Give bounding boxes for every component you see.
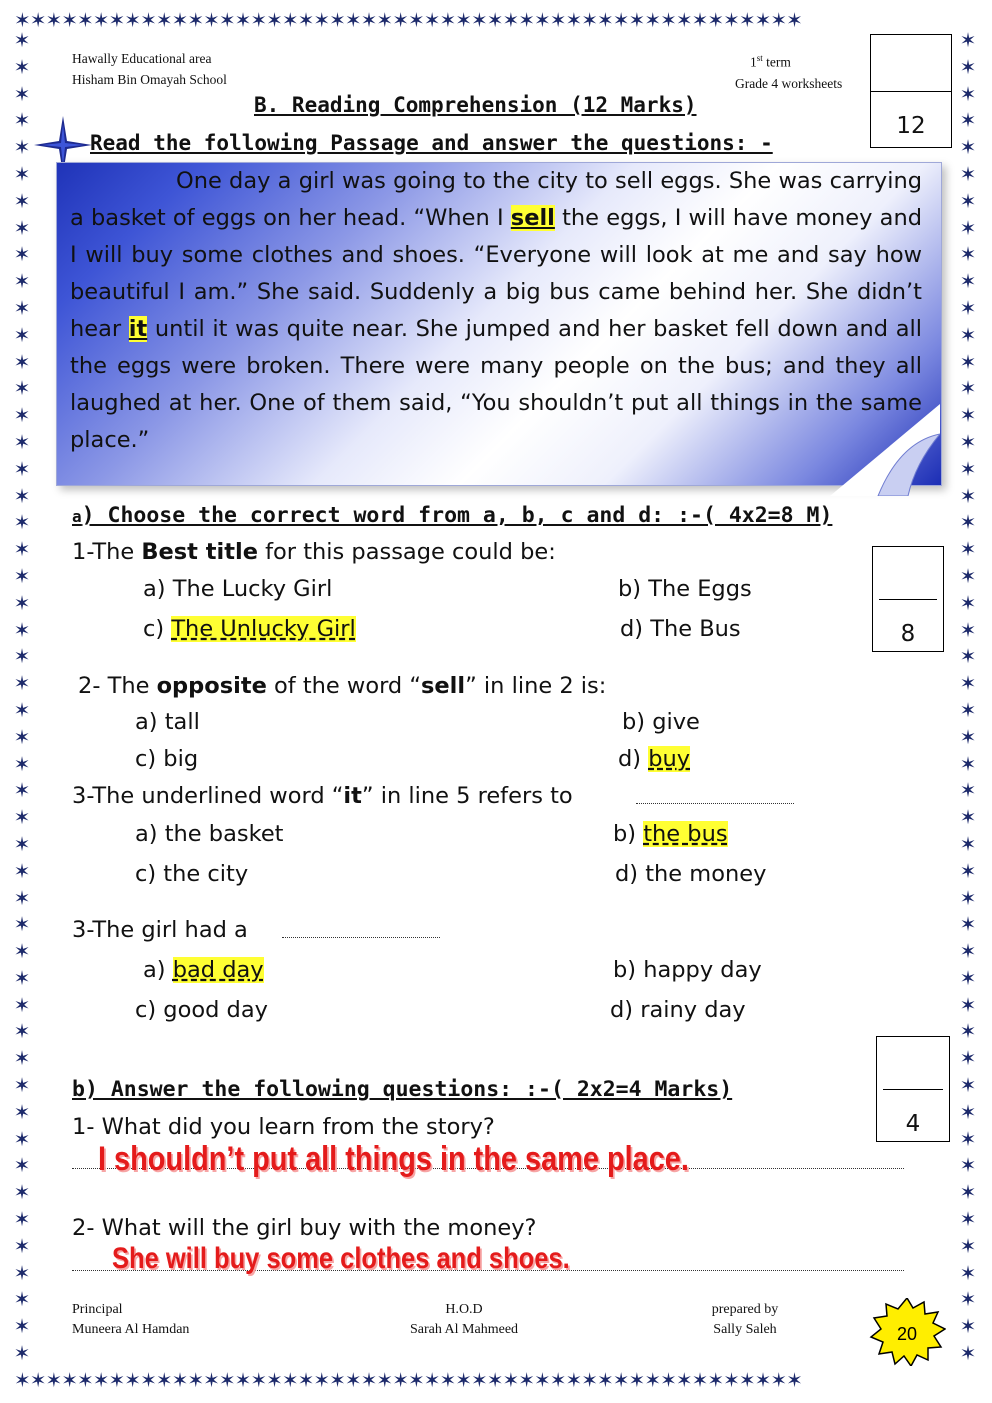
total-score: 12 — [896, 113, 926, 139]
border-ornament: ✶ — [13, 965, 31, 990]
part-a-title: a) Choose the correct word from a, b, c and d: :-( 4x2=8 M) — [72, 503, 833, 528]
border-ornament: ✶ — [959, 1207, 977, 1232]
q1-option-a: a) The Lucky Girl — [143, 576, 333, 602]
border-ornament: ✶ — [13, 30, 31, 52]
page-border-top: ✶✶✶✶✶✶✶✶✶✶✶✶✶✶✶✶✶✶✶✶✶✶✶✶✶✶✶✶✶✶✶✶✶✶✶✶✶✶✶✶✶✶✶✶✶✶✶✶✶✶ — [14, 10, 802, 32]
border-ornament: ✶ — [959, 54, 977, 79]
border-ornament: ✶ — [959, 563, 977, 588]
q3-option-b: b) the bus — [613, 821, 728, 847]
border-ornament: ✶ — [13, 1260, 31, 1285]
border-ornament: ✶ — [959, 215, 977, 240]
border-ornament: ✶ — [13, 161, 31, 186]
school-name: Hisham Bin Omayah School — [72, 72, 227, 87]
q1-option-b: b) The Eggs — [618, 576, 752, 602]
border-ornament: ✶ — [959, 590, 977, 615]
border-ornament: ✶ — [959, 456, 977, 481]
border-ornament: ✶ — [959, 912, 977, 937]
q2-option-a: a) tall — [135, 709, 200, 735]
border-ornament: ✶ — [13, 269, 31, 294]
term-label: 1st term — [750, 53, 791, 70]
question-1: 1-The Best title for this passage could be: — [72, 539, 556, 565]
border-ornament: ✶ — [959, 1260, 977, 1285]
border-ornament: ✶ — [13, 1341, 31, 1366]
border-ornament: ✶ — [13, 939, 31, 964]
page-number: 20 — [896, 1324, 918, 1344]
border-ornament: ✶ — [959, 831, 977, 856]
border-ornament: ✶ — [959, 81, 977, 106]
border-ornament: ✶ — [13, 858, 31, 883]
border-ornament: ✶ — [959, 322, 977, 347]
q3-option-a: a) the basket — [135, 821, 284, 847]
border-ornament: ✶ — [959, 349, 977, 374]
border-ornament: ✶ — [959, 1287, 977, 1312]
border-ornament: ✶ — [13, 912, 31, 937]
grade-label: Grade 4 worksheets — [735, 75, 843, 91]
border-ornament: ✶ — [13, 295, 31, 320]
q4-option-c: c) good day — [135, 997, 268, 1023]
border-ornament: ✶ — [13, 590, 31, 615]
border-ornament: ✶ — [959, 1341, 977, 1366]
border-ornament: ✶ — [959, 939, 977, 964]
header-right — [735, 48, 842, 94]
question-b1: 1- What did you learn from the story? — [72, 1114, 495, 1140]
border-ornament: ✶ — [959, 429, 977, 454]
border-ornament: ✶ — [959, 778, 977, 803]
border-ornament: ✶ — [959, 617, 977, 642]
q3-answer-highlight: the bus — [643, 821, 728, 847]
question-b2: 2- What will the girl buy with the money? — [72, 1215, 537, 1241]
border-ornament: ✶ — [959, 242, 977, 267]
border-ornament: ✶ — [13, 617, 31, 642]
part-b-title: b) Answer the following questions: :-( 2x2=4 Marks) — [72, 1077, 733, 1102]
border-ornament: ✶ — [959, 644, 977, 669]
border-ornament: ✶ — [959, 510, 977, 535]
border-ornament: ✶ — [959, 697, 977, 722]
border-ornament: ✶ — [13, 1126, 31, 1151]
border-ornament: ✶ — [959, 403, 977, 428]
border-ornament: ✶ — [959, 1073, 977, 1098]
border-ornament: ✶ — [13, 885, 31, 910]
border-ornament: ✶ — [959, 1180, 977, 1205]
passage-text: One day a girl was going to the city to sell eggs. She was carrying a basket of eggs on her head. “When I sell the eggs, I will have money and I will buy some clothes and shoes. “Everyone will look at me and say how beautiful I am.” She said. Suddenly a big bus came behind her. She didn’t hear it until it was quite near. She jumped and her basket fell down and all the eggs were broken. There were many people on the bus; and they all laughed at her. One of them said, “You shouldn’t put all things in the same place.” — [70, 168, 922, 453]
border-ornament: ✶ — [13, 456, 31, 481]
part-a-score: 8 — [900, 621, 916, 647]
border-ornament: ✶ — [13, 831, 31, 856]
border-ornament: ✶ — [959, 751, 977, 776]
question-4: 3-The girl had a — [72, 917, 248, 943]
border-ornament: ✶ — [13, 108, 31, 133]
border-ornament: ✶ — [13, 1287, 31, 1312]
q1-option-c: c) The Unlucky Girl — [143, 616, 356, 642]
part-b-score: 4 — [905, 1111, 921, 1137]
q2-option-b: b) give — [622, 709, 700, 735]
header-left — [72, 48, 227, 90]
border-ornament: ✶ — [13, 403, 31, 428]
border-ornament: ✶ — [959, 1019, 977, 1044]
border-ornament: ✶ — [959, 188, 977, 213]
instruction: Read the following Passage and answer the questions: - — [90, 131, 773, 155]
footer-hod: H.O.D Sarah Al Mahmeed — [409, 1302, 519, 1337]
border-ornament: ✶ — [13, 54, 31, 79]
border-ornament: ✶ — [959, 537, 977, 562]
border-ornament: ✶ — [13, 215, 31, 240]
border-ornament: ✶ — [959, 671, 977, 696]
page-number-badge — [868, 1298, 946, 1366]
border-ornament: ✶ — [13, 805, 31, 830]
border-ornament: ✶ — [959, 295, 977, 320]
border-ornament: ✶ — [13, 537, 31, 562]
q2-option-d: d) buy — [618, 746, 691, 772]
question-3: 3-The underlined word “it” in line 5 refers to — [72, 783, 573, 809]
q2-option-c: c) big — [135, 746, 199, 772]
part-b-score-box — [876, 1036, 950, 1142]
border-ornament: ✶ — [959, 483, 977, 508]
border-ornament: ✶ — [13, 1046, 31, 1071]
part-a-score-box — [872, 546, 944, 652]
total-score-box — [870, 34, 952, 148]
border-ornament: ✶ — [13, 992, 31, 1017]
q2-answer-highlight: buy — [648, 746, 691, 772]
highlighted-word-it: it — [128, 316, 148, 342]
border-ornament: ✶ — [13, 1314, 31, 1339]
border-ornament: ✶ — [13, 1073, 31, 1098]
border-ornament: ✶ — [959, 376, 977, 401]
answer-b1-handwritten: I shouldn’t put all things in the same place. — [98, 1140, 689, 1178]
border-ornament: ✶ — [959, 992, 977, 1017]
border-ornament: ✶ — [959, 965, 977, 990]
q3-option-c: c) the city — [135, 861, 249, 887]
border-ornament: ✶ — [959, 135, 977, 160]
q4-answer-highlight: bad day — [172, 957, 264, 983]
border-ornament: ✶ — [13, 322, 31, 347]
border-ornament: ✶ — [959, 724, 977, 749]
border-ornament: ✶ — [13, 697, 31, 722]
q3-blank — [636, 803, 794, 804]
border-ornament: ✶ — [959, 269, 977, 294]
q4-option-a: a) bad day — [143, 957, 264, 983]
border-ornament: ✶ — [959, 1153, 977, 1178]
border-ornament: ✶ — [959, 108, 977, 133]
q1-option-d: d) The Bus — [620, 616, 741, 642]
border-ornament: ✶ — [959, 1099, 977, 1124]
question-2: 2- The opposite of the word “sell” in line 2 is: — [78, 673, 607, 699]
border-ornament: ✶ — [959, 805, 977, 830]
border-ornament: ✶ — [13, 349, 31, 374]
q1-answer-highlight: The Unlucky Girl — [171, 616, 356, 642]
border-ornament: ✶ — [13, 1099, 31, 1124]
border-ornament: ✶ — [13, 644, 31, 669]
border-ornament: ✶ — [13, 1019, 31, 1044]
footer-principal: Principal Muneera Al Hamdan — [72, 1302, 190, 1337]
highlighted-word-sell: sell — [510, 205, 555, 231]
q4-blank — [282, 937, 440, 938]
q3-option-d: d) the money — [615, 861, 767, 887]
border-ornament: ✶ — [13, 724, 31, 749]
border-ornament: ✶ — [13, 778, 31, 803]
border-ornament: ✶ — [959, 1046, 977, 1071]
border-ornament: ✶ — [959, 1233, 977, 1258]
border-ornament: ✶ — [959, 885, 977, 910]
footer-prepared: prepared by Sally Saleh — [711, 1302, 779, 1337]
border-ornament: ✶ — [13, 671, 31, 696]
educational-area: Hawally Educational area — [72, 51, 212, 66]
border-ornament: ✶ — [13, 1180, 31, 1205]
border-ornament: ✶ — [13, 376, 31, 401]
answer-b2-handwritten: She will buy some clothes and shoes. — [112, 1242, 570, 1275]
border-ornament: ✶ — [13, 1233, 31, 1258]
border-ornament: ✶ — [959, 858, 977, 883]
border-ornament: ✶ — [13, 483, 31, 508]
border-ornament: ✶ — [13, 429, 31, 454]
page-border-bottom: ✶✶✶✶✶✶✶✶✶✶✶✶✶✶✶✶✶✶✶✶✶✶✶✶✶✶✶✶✶✶✶✶✶✶✶✶✶✶✶✶✶✶✶✶✶✶✶✶✶✶ — [14, 1370, 802, 1392]
page-border-left — [10, 30, 34, 1370]
border-ornament: ✶ — [13, 242, 31, 267]
q4-option-d: d) rainy day — [610, 997, 746, 1023]
section-title: B. Reading Comprehension (12 Marks) — [254, 93, 697, 117]
border-ornament: ✶ — [13, 135, 31, 160]
border-ornament: ✶ — [959, 1126, 977, 1151]
border-ornament: ✶ — [13, 81, 31, 106]
page-border-right — [956, 30, 980, 1370]
border-ornament: ✶ — [959, 30, 977, 52]
border-ornament: ✶ — [959, 161, 977, 186]
border-ornament: ✶ — [959, 1314, 977, 1339]
border-ornament: ✶ — [13, 1153, 31, 1178]
border-ornament: ✶ — [13, 751, 31, 776]
border-ornament: ✶ — [13, 563, 31, 588]
q4-option-b: b) happy day — [613, 957, 762, 983]
border-ornament: ✶ — [13, 510, 31, 535]
border-ornament: ✶ — [13, 188, 31, 213]
border-ornament: ✶ — [13, 1207, 31, 1232]
